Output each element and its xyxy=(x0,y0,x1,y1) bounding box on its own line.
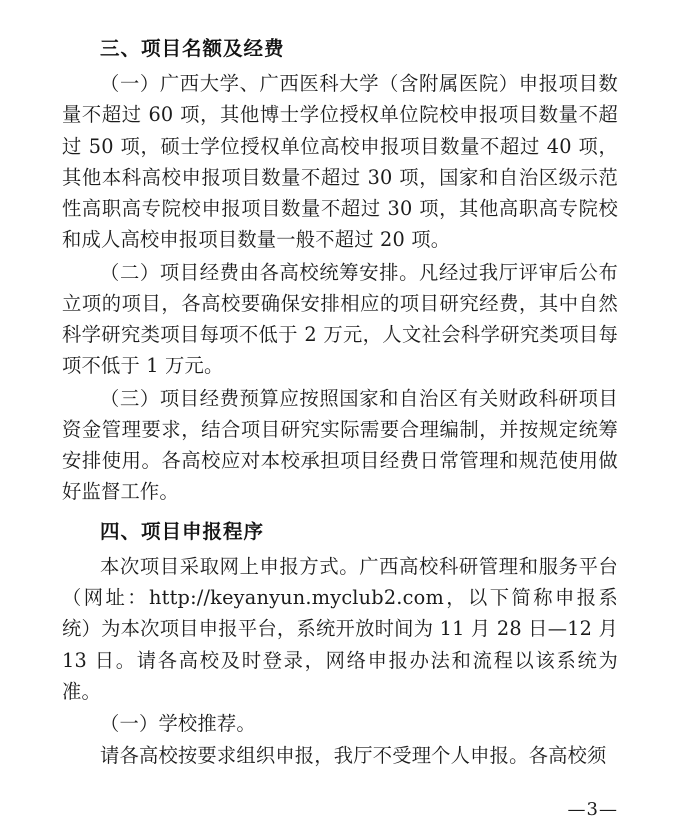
section-heading-three: 三、项目名额及经费 xyxy=(100,37,285,60)
paragraph-3-1: （一）广西大学、广西医科大学（含附属医院）申报项目数量不超过 60 项，其他博士学位授权单位院校申报项目数量不超过 50 项，硕士学位授权单位高校申报项目数量不超过 40 项，其他本科高校申报项目数量不超过 30 项，国家和自治区级示范性高职高专院校申报项目数量不超过 30 项，其他高职高专院校和成人高校申报项目数量一般不超过 20 项。 xyxy=(62,72,618,252)
section-heading-four: 四、项目申报程序 xyxy=(100,519,265,543)
paragraph-4-1: 本次项目采取网上申报方式。广西高校科研管理和服务平台（网址：http://keyanyun.myclub2.com，以下简称申报系统）为本次项目申报平台，系统开放时间为 11 月 28 日—12 月 13 日。请各高校及时登录，网络申报办法和流程以该系统为准。 xyxy=(62,554,618,703)
paragraph-3-3: （三）项目经费预算应按照国家和自治区有关财政科研项目资金管理要求，结合项目研究实际需要合理编制，并按规定统筹安排使用。各高校应对本校承担项目经费日常管理和规范使用做好监督工作。 xyxy=(62,386,618,504)
paragraph-4-3: 请各高校按要求组织申报，我厅不受理个人申报。各高校须 xyxy=(100,744,607,768)
paragraph-3-2: （二）项目经费由各高校统筹安排。凡经过我厅评审后公布立项的项目，各高校要确保安排相应的项目研究经费，其中自然科学研究类项目每项不低于 2 万元，人文社会科学研究类项目每项不低于 1 万元。 xyxy=(62,260,618,378)
page-number: —3— xyxy=(567,799,618,820)
paragraph-4-2: （一）学校推荐。 xyxy=(100,712,256,736)
